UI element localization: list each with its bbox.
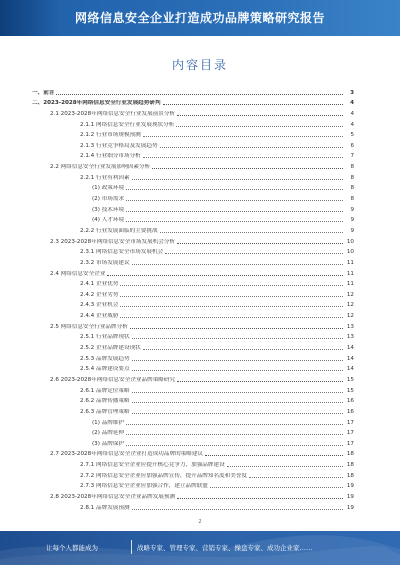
toc-entry[interactable]: [32, 267, 354, 278]
toc-entry-page: 17: [346, 440, 354, 447]
toc-dot-leader: [205, 455, 343, 456]
toc-entry-label: 2.1.2 行业市场规模预测: [80, 132, 141, 139]
toc-entry[interactable]: [32, 278, 354, 289]
toc-dot-leader: [107, 275, 343, 276]
toc-entry[interactable]: [32, 203, 354, 214]
toc-entry-label: 一、前言: [32, 89, 55, 96]
toc-entry-page: 15: [346, 376, 354, 383]
toc-entry-label: (3) 技术环境: [92, 206, 125, 213]
toc-entry-label: (4) 人才环境: [92, 217, 125, 224]
header-bar: [0, 0, 400, 36]
toc-entry-page: 14: [346, 366, 354, 373]
toc-dot-leader: [176, 126, 343, 127]
toc-entry[interactable]: [32, 182, 354, 193]
toc-dot-leader: [177, 115, 343, 116]
toc-entry[interactable]: [32, 150, 354, 161]
toc-entry-page: 5: [350, 132, 354, 139]
toc-entry[interactable]: [32, 86, 354, 97]
toc-entry-page: 11: [346, 281, 354, 288]
toc-entry[interactable]: [32, 97, 354, 108]
toc-dot-leader: [132, 338, 343, 339]
toc-entry-page: 12: [346, 313, 354, 320]
toc-entry-label: 2.3 2023-2028年网络信息安全市场发展机会分析: [50, 238, 176, 245]
toc-entry[interactable]: [32, 448, 354, 459]
toc-entry[interactable]: [32, 246, 354, 257]
toc-dot-leader: [160, 147, 343, 148]
toc-dot-leader: [177, 381, 343, 382]
toc-entry-label: 2.2.1 行业有利因素: [80, 174, 130, 181]
toc-entry-page: 3: [350, 89, 354, 96]
toc-entry-page: 8: [350, 164, 354, 171]
table-of-contents: [32, 86, 354, 512]
footer-bar: [0, 531, 400, 565]
toc-entry-page: 13: [346, 334, 354, 341]
toc-entry[interactable]: [32, 458, 354, 469]
toc-entry-page: 11: [346, 270, 354, 277]
toc-entry-page: 4: [350, 121, 354, 128]
toc-entry-page: 18: [346, 472, 354, 479]
toc-entry-page: 6: [350, 142, 354, 149]
toc-entry-page: 19: [346, 504, 354, 511]
toc-dot-leader: [143, 157, 343, 158]
toc-dot-leader: [160, 232, 343, 233]
toc-entry[interactable]: [32, 214, 354, 225]
toc-entry[interactable]: [32, 480, 354, 491]
toc-entry-label: 2.6.1 品牌定位策略: [80, 387, 130, 394]
toc-entry-label: 2.1 2023-2028年网络信息安全行业发展前景分析: [50, 110, 176, 117]
toc-entry-label: 2.2 网络信息安全行业发展影响因素分析: [50, 164, 151, 171]
footer-slogan-left: 让每个人都能成为: [46, 544, 98, 552]
toc-entry-label: 2.3.1 网络信息安全市场发展机会: [80, 249, 164, 256]
toc-entry-label: 2.2.2 行业发展面临的主要挑战: [80, 227, 158, 234]
toc-entry-label: 2.7.2 网络信息安全企业应加强品牌宣传，提升品牌知名度和美誉度: [80, 472, 248, 479]
toc-entry-label: 2.5.2 企业品牌建设现状: [80, 345, 141, 352]
toc-entry-page: 16: [346, 398, 354, 405]
toc-dot-leader: [210, 487, 343, 488]
toc-entry-label: 2.7.3 网络信息安全企业应加强合作，建立品牌联盟: [80, 483, 208, 490]
toc-entry[interactable]: [32, 363, 354, 374]
toc-dot-leader: [249, 477, 343, 478]
toc-dot-leader: [130, 328, 343, 329]
toc-dot-leader: [163, 104, 343, 105]
toc-dot-leader: [132, 179, 343, 180]
toc-entry-label: 2.7.1 网络信息安全企业应提升核心竞争力，加强品牌建设: [80, 462, 225, 469]
footer-slogan-right: 战略专家、管理专家、营销专家、操盘专家、成功企业家……: [137, 544, 313, 552]
toc-entry[interactable]: [32, 384, 354, 395]
toc-dot-leader: [120, 285, 343, 286]
toc-entry-page: 14: [346, 355, 354, 362]
toc-entry-label: 2.7 2023-2028年网络信息安全企业打造成功品牌的策略建议: [50, 451, 204, 458]
toc-entry[interactable]: [32, 160, 354, 171]
toc-entry-label: 2.6.2 品牌传播策略: [80, 398, 130, 405]
toc-dot-leader: [132, 370, 343, 371]
toc-entry-page: 11: [346, 259, 354, 266]
toc-entry-page: 9: [350, 206, 354, 213]
toc-dot-leader: [143, 136, 343, 137]
footer-divider: [131, 540, 132, 554]
toc-entry-label: 2.6 2023-2028年网络信息安全企业品牌策略研究: [50, 376, 176, 383]
toc-entry[interactable]: [32, 256, 354, 267]
toc-entry[interactable]: [32, 224, 354, 235]
toc-entry-label: 二、2023-2028年网络信息安全行业发展趋势研判: [32, 100, 161, 107]
toc-entry-label: 2.4.1 企业优势: [80, 281, 119, 288]
toc-entry-label: 2.4.3 企业机会: [80, 302, 119, 309]
toc-entry-page: 13: [346, 323, 354, 330]
toc-entry[interactable]: [32, 416, 354, 427]
toc-entry-label: (3) 品牌保护: [92, 440, 125, 447]
toc-entry[interactable]: [32, 427, 354, 438]
toc-entry[interactable]: [32, 437, 354, 448]
toc-entry-page: 7: [350, 153, 354, 160]
toc-entry-label: (2) 品牌延伸: [92, 430, 125, 437]
toc-dot-leader: [132, 264, 343, 265]
toc-entry[interactable]: [32, 192, 354, 203]
toc-dot-leader: [126, 200, 343, 201]
toc-entry-label: 2.4.4 企业威胁: [80, 313, 119, 320]
toc-entry-page: 15: [346, 387, 354, 394]
toc-entry-page: 18: [346, 451, 354, 458]
toc-entry[interactable]: [32, 490, 354, 501]
toc-entry[interactable]: [32, 288, 354, 299]
toc-dot-leader: [126, 424, 343, 425]
toc-dot-leader: [177, 243, 343, 244]
toc-entry-label: 2.6.3 品牌管理策略: [80, 408, 130, 415]
toc-entry-page: 17: [346, 430, 354, 437]
toc-entry[interactable]: [32, 235, 354, 246]
toc-dot-leader: [152, 168, 343, 169]
toc-entry[interactable]: [32, 107, 354, 118]
toc-dot-leader: [132, 360, 343, 361]
toc-entry-page: 12: [346, 291, 354, 298]
toc-entry-label: (1) 品牌维护: [92, 419, 125, 426]
toc-entry-page: 8: [350, 196, 354, 203]
toc-entry-label: 2.1.4 行业细分市场分析: [80, 153, 141, 160]
toc-dot-leader: [126, 445, 343, 446]
page-number: 2: [198, 519, 202, 525]
toc-entry-label: 2.5 网络信息安全行业品牌分析: [50, 323, 128, 330]
toc-dot-leader: [56, 94, 343, 95]
toc-entry[interactable]: [32, 395, 354, 406]
toc-dot-leader: [143, 349, 343, 350]
toc-entry-label: 2.5.4 品牌建设要点: [80, 366, 130, 373]
toc-entry-label: 2.8.1 品牌发展预测: [80, 504, 130, 511]
toc-entry-page: 19: [346, 483, 354, 490]
report-title: 网络信息安全企业打造成功品牌策略研究报告: [74, 11, 325, 25]
toc-dot-leader: [165, 253, 343, 254]
toc-entry-label: 2.8 2023-2028年网络信息安全企业品牌发展预测: [50, 493, 176, 500]
toc-entry[interactable]: [32, 129, 354, 140]
toc-entry-page: 19: [346, 493, 354, 500]
toc-dot-leader: [227, 466, 343, 467]
toc-entry[interactable]: [32, 469, 354, 480]
toc-entry-page: 17: [346, 419, 354, 426]
toc-entry-label: 2.1.3 行业竞争格局及发展趋势: [80, 142, 158, 149]
toc-entry[interactable]: [32, 352, 354, 363]
toc-entry[interactable]: [32, 331, 354, 342]
toc-entry[interactable]: [32, 118, 354, 129]
toc-entry-page: 9: [350, 227, 354, 234]
toc-heading: 内容目录: [171, 58, 228, 72]
toc-dot-leader: [126, 434, 343, 435]
toc-entry-label: 2.3.2 市场发展建议: [80, 259, 130, 266]
toc-entry-label: (1) 政策环境: [92, 185, 125, 192]
toc-dot-leader: [132, 392, 343, 393]
toc-entry-page: 16: [346, 408, 354, 415]
toc-entry[interactable]: [32, 171, 354, 182]
toc-dot-leader: [177, 498, 343, 499]
toc-dot-leader: [126, 221, 343, 222]
toc-entry[interactable]: [32, 501, 354, 512]
toc-entry-page: 4: [350, 110, 354, 117]
toc-entry-page: 9: [350, 217, 354, 224]
toc-entry-page: 8: [350, 185, 354, 192]
toc-dot-leader: [132, 413, 343, 414]
toc-entry-label: 2.4 网络信息安全企业: [50, 270, 106, 277]
toc-entry[interactable]: [32, 320, 354, 331]
toc-dot-leader: [126, 189, 343, 190]
toc-entry-page: 18: [346, 462, 354, 469]
toc-dot-leader: [120, 306, 343, 307]
toc-entry-page: 10: [346, 249, 354, 256]
toc-entry[interactable]: [32, 373, 354, 384]
toc-entry-page: 4: [350, 100, 354, 107]
toc-entry-label: (2) 市场需求: [92, 196, 125, 203]
toc-entry[interactable]: [32, 341, 354, 352]
toc-dot-leader: [132, 402, 343, 403]
toc-dot-leader: [120, 296, 343, 297]
toc-dot-leader: [120, 317, 343, 318]
toc-dot-leader: [132, 509, 343, 510]
toc-entry-label: 2.5.3 品牌发展趋势: [80, 355, 130, 362]
toc-entry-label: 2.5.1 行业品牌现状: [80, 334, 130, 341]
toc-entry[interactable]: [32, 139, 354, 150]
toc-entry-page: 12: [346, 302, 354, 309]
toc-entry-page: 10: [346, 238, 354, 245]
toc-entry[interactable]: [32, 405, 354, 416]
toc-entry-label: 2.4.2 企业劣势: [80, 291, 119, 298]
toc-entry-label: 2.1.1 网络信息安全行业发展现状分析: [80, 121, 175, 128]
toc-dot-leader: [126, 211, 343, 212]
toc-entry[interactable]: [32, 299, 354, 310]
toc-entry-page: 14: [346, 345, 354, 352]
toc-entry-page: 8: [350, 174, 354, 181]
toc-entry[interactable]: [32, 309, 354, 320]
